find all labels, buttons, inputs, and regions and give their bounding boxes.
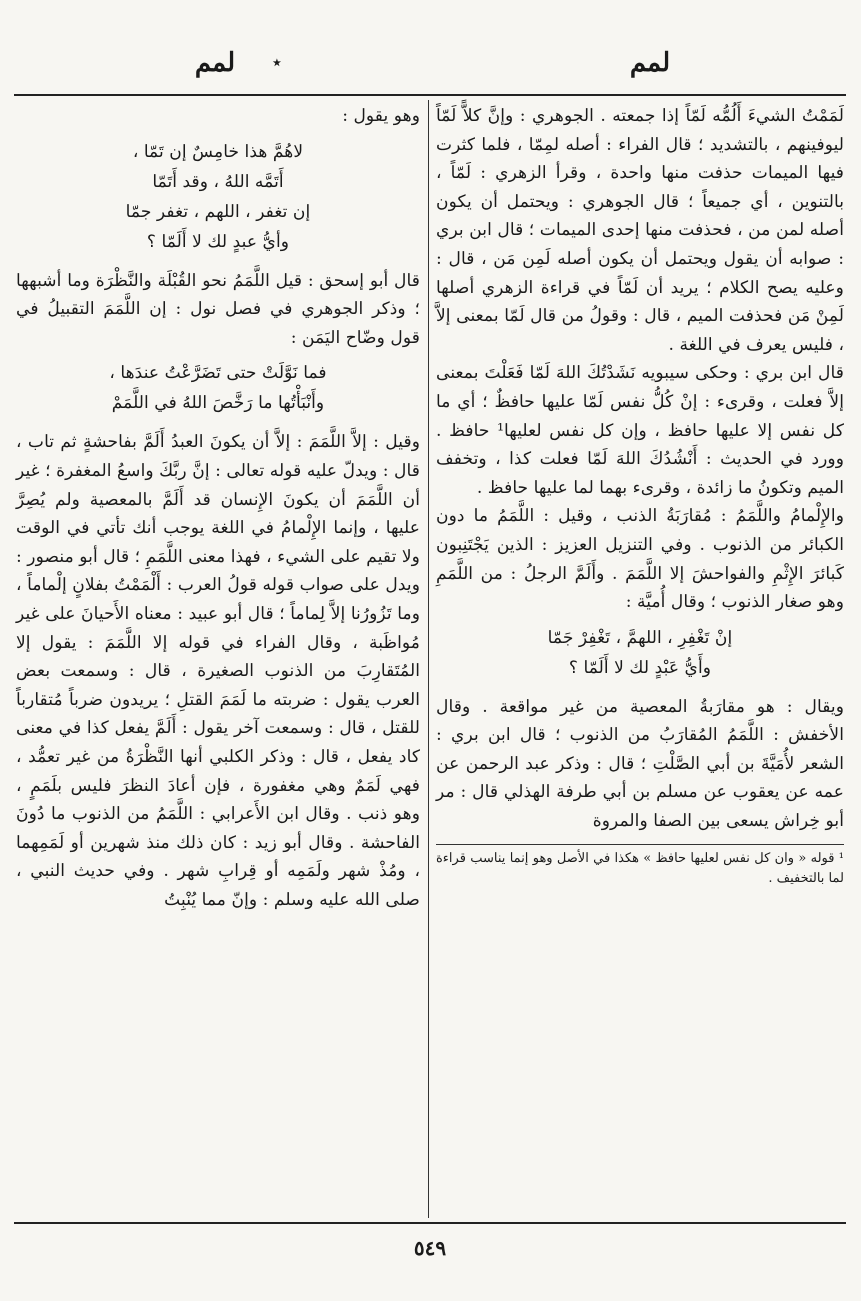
verse-block	[436, 623, 844, 683]
footnote-rule	[436, 844, 844, 845]
page-number: ٥٤٩	[413, 1236, 447, 1260]
verse-line: لاهُمَّ هذا خامِسٌ إن تَمّا ،	[132, 141, 304, 162]
left-column	[16, 102, 420, 914]
entry-paragraph: وقيل : إلاَّ اللَّمَمَ : إلاَّ أن يكونَ العبدُ أَلَمَّ بفاحشةٍ ثم تاب ، قال : ويدلّ عليه قوله تعالى : إنَّ ربَّكَ واسعُ المغفرة ؛ غير أن اللَّمَمَ أن يكونَ الإِنسان قد أَلَمَّ بالمعصية ولم يُصِرَّ عليها ، وإنما الإِلْمامُ في اللغة يوجب أنك تأتي في الوقت ولا تقيم على الشيء ، فهذا معنى اللَّمَمِ ؛ قال أبو منصور : ويدل على صواب قوله قولُ العرب : أَلْمَمْتُ بفلانٍ إلْماماً ، وما تَزُورُنا إلاَّ لِماماً ؛ قال أبو عبيد : معناه الأَحيانَ على غير مُواظَبة ، وقال الفراء في قوله إلا اللَّمَمَ : يقول إلا المُتَقارِبَ من الذنوب الصغيرة ، قال : وسمعت بعض العرب يقول : ضربته ما لَمَمَ القتلِ ؛ يريدون ضرباً مُتقارباً للقتل ، قال : وسمعت آخر يقول : أَلَمَّ يفعل كذا في معنى كاد يفعل ، قال : وذكر الكلبي أنها النَّظْرَةُ من غير تعمُّد ، فهي لَمَمٌ وهي مغفورة ، فإن أعادَ النظرَ فليس بلَمَمٍ ، وهو ذنب . وقال ابن الأَعرابي : اللَّمَمُ من الذنوب ما دُونَ الفاحشة . وقال أبو زيد : كان ذلك منذ شهرين أو لَمَمِهما ، ومُذْ شهر ولَمَمِه أو قِرابِ شهر . وفي حديث النبي ، صلى الله عليه وسلم : وإنّ مما يُنْبِتُ	[16, 432, 420, 910]
entry-paragraph: لَمَمْتُ الشيءَ أَلُمُّه لَمّاً إذا جمعته . الجوهري : وإنَّ كلاًّ لَمّاً ليوفينهم ، بالتشديد ؛ قال الفراء : أصله لمِمّا ، فلما كثرت فيها الميمات حذفت منها واحدة ، وقرأ الزهري : لَمّاً ، بالتنوين ، أي جميعاً ؛ قال الجوهري : ويحتمل أن يكون أصله لمن من ، فحذفت منها إحدى الميمات ؛ قال ابن بري : صوابه أن يقول ويحتمل أن يكون أصله لَمِن مَن ، قال : وعليه يصح الكلام ؛ يريد أن لَمّاً في قراءة الزهري أصلها لَمِنْ مَن فحذفت الميم ، قال : وقولُ من قال لَمّا بمعنى إلاَّ ، فليس يعرف في اللغة .	[436, 106, 844, 355]
verse-line: فما نَوَّلَتْ حتى تَضَرَّعْتُ عندَها ،	[109, 363, 327, 384]
verse-line: وأيُّ عبدٍ لك لا أَلَمّا ؟	[146, 231, 290, 252]
verse-line: إنْ تَغْفِرِ ، اللهمَّ ، تَغْفِرْ جَمّا	[547, 627, 733, 648]
header-ornament: ٭	[272, 52, 282, 73]
entry-paragraph: وهو يقول :	[342, 106, 420, 126]
verse-line: وأَنْبَأْتُها ما رَخَّصَ اللهُ في اللَّمَمْ	[111, 393, 325, 414]
verse-block	[16, 358, 420, 418]
entry-paragraph: قال أبو إسحق : قيل اللَّمَمُ نحو القُبْلَة والنَّظْرَة وما أشبهها ؛ وذكر الجوهري في فصل نول : إن اللَّمَمَ التقبيلُ في قول وضّاح اليَمَن :	[16, 270, 420, 348]
entry-paragraph: ويقال : هو مقارَبةُ المعصية من غير مواقعة . وقال الأخفش : اللَّمَمُ المُقارَبُ من الذنوب ؛ قال ابن بري : الشعر لأُمَيَّةَ بن أبي الصَّلْتِ ؛ قال : وذكر عبد الرحمن عن عمه عن يعقوب عن مسلم بن أبي طرفة الهذلي قال : مر أبو خِراش يسعى بين الصفا والمروة	[436, 696, 844, 832]
verse-line: إن تغفر ، اللهم ، تغفر جمّا	[125, 201, 311, 222]
footnote: ¹ قوله « وان كل نفس لعليها حافظ » هكذا في الأصل وهو إنما يناسب قراءة لما بالتخفيف .	[436, 850, 844, 886]
verse-line: وأَيُّ عَبْدٍ لك لا أَلَمّا ؟	[568, 657, 712, 678]
running-header-right: لمم	[629, 48, 671, 78]
verse-block	[16, 137, 420, 257]
header-rule	[14, 94, 846, 96]
right-column	[436, 102, 844, 889]
footer-rule	[14, 1222, 846, 1224]
column-divider	[428, 100, 429, 1218]
running-header-left: لمم	[194, 48, 236, 78]
entry-paragraph: والإِلْمامُ واللَّمَمُ : مُقارَبَةُ الذنب ، وقيل : اللَّمَمُ ما دون الكبائر من الذنوب . وفي التنزيل العزيز : الذين يَجْتَنِبون كَبائرَ الإِثْمِ والفواحشَ إلا اللَّمَمَ . وأَلَمَّ الرجلُ : من اللَّمَمِ وهو صغار الذنوب ؛ وقال أُميَّة :	[436, 506, 844, 613]
verse-line: أَتَمَّه اللهُ ، وقد أَتَمّا	[152, 171, 284, 192]
entry-paragraph: قال ابن بري : وحكى سيبويه نَشَدْتُكَ اللهَ لَمّا فَعَلْتَ بمعنى إلاَّ فعلت ، وقرىء : إنْ كُلُّ نفس لَمّا عليها حافظٌ ؛ أي ما كل نفس إلا عليها حافظ ، وإن كل نفس لعليها¹ حافظ . وورد في الحديث : أَنْشُدُكَ اللهَ لَمّا فعلت كذا ، وتخفف الميم وتكونُ ما زائدة ، وقرىء بهما لما عليها حافظ .	[436, 363, 844, 498]
